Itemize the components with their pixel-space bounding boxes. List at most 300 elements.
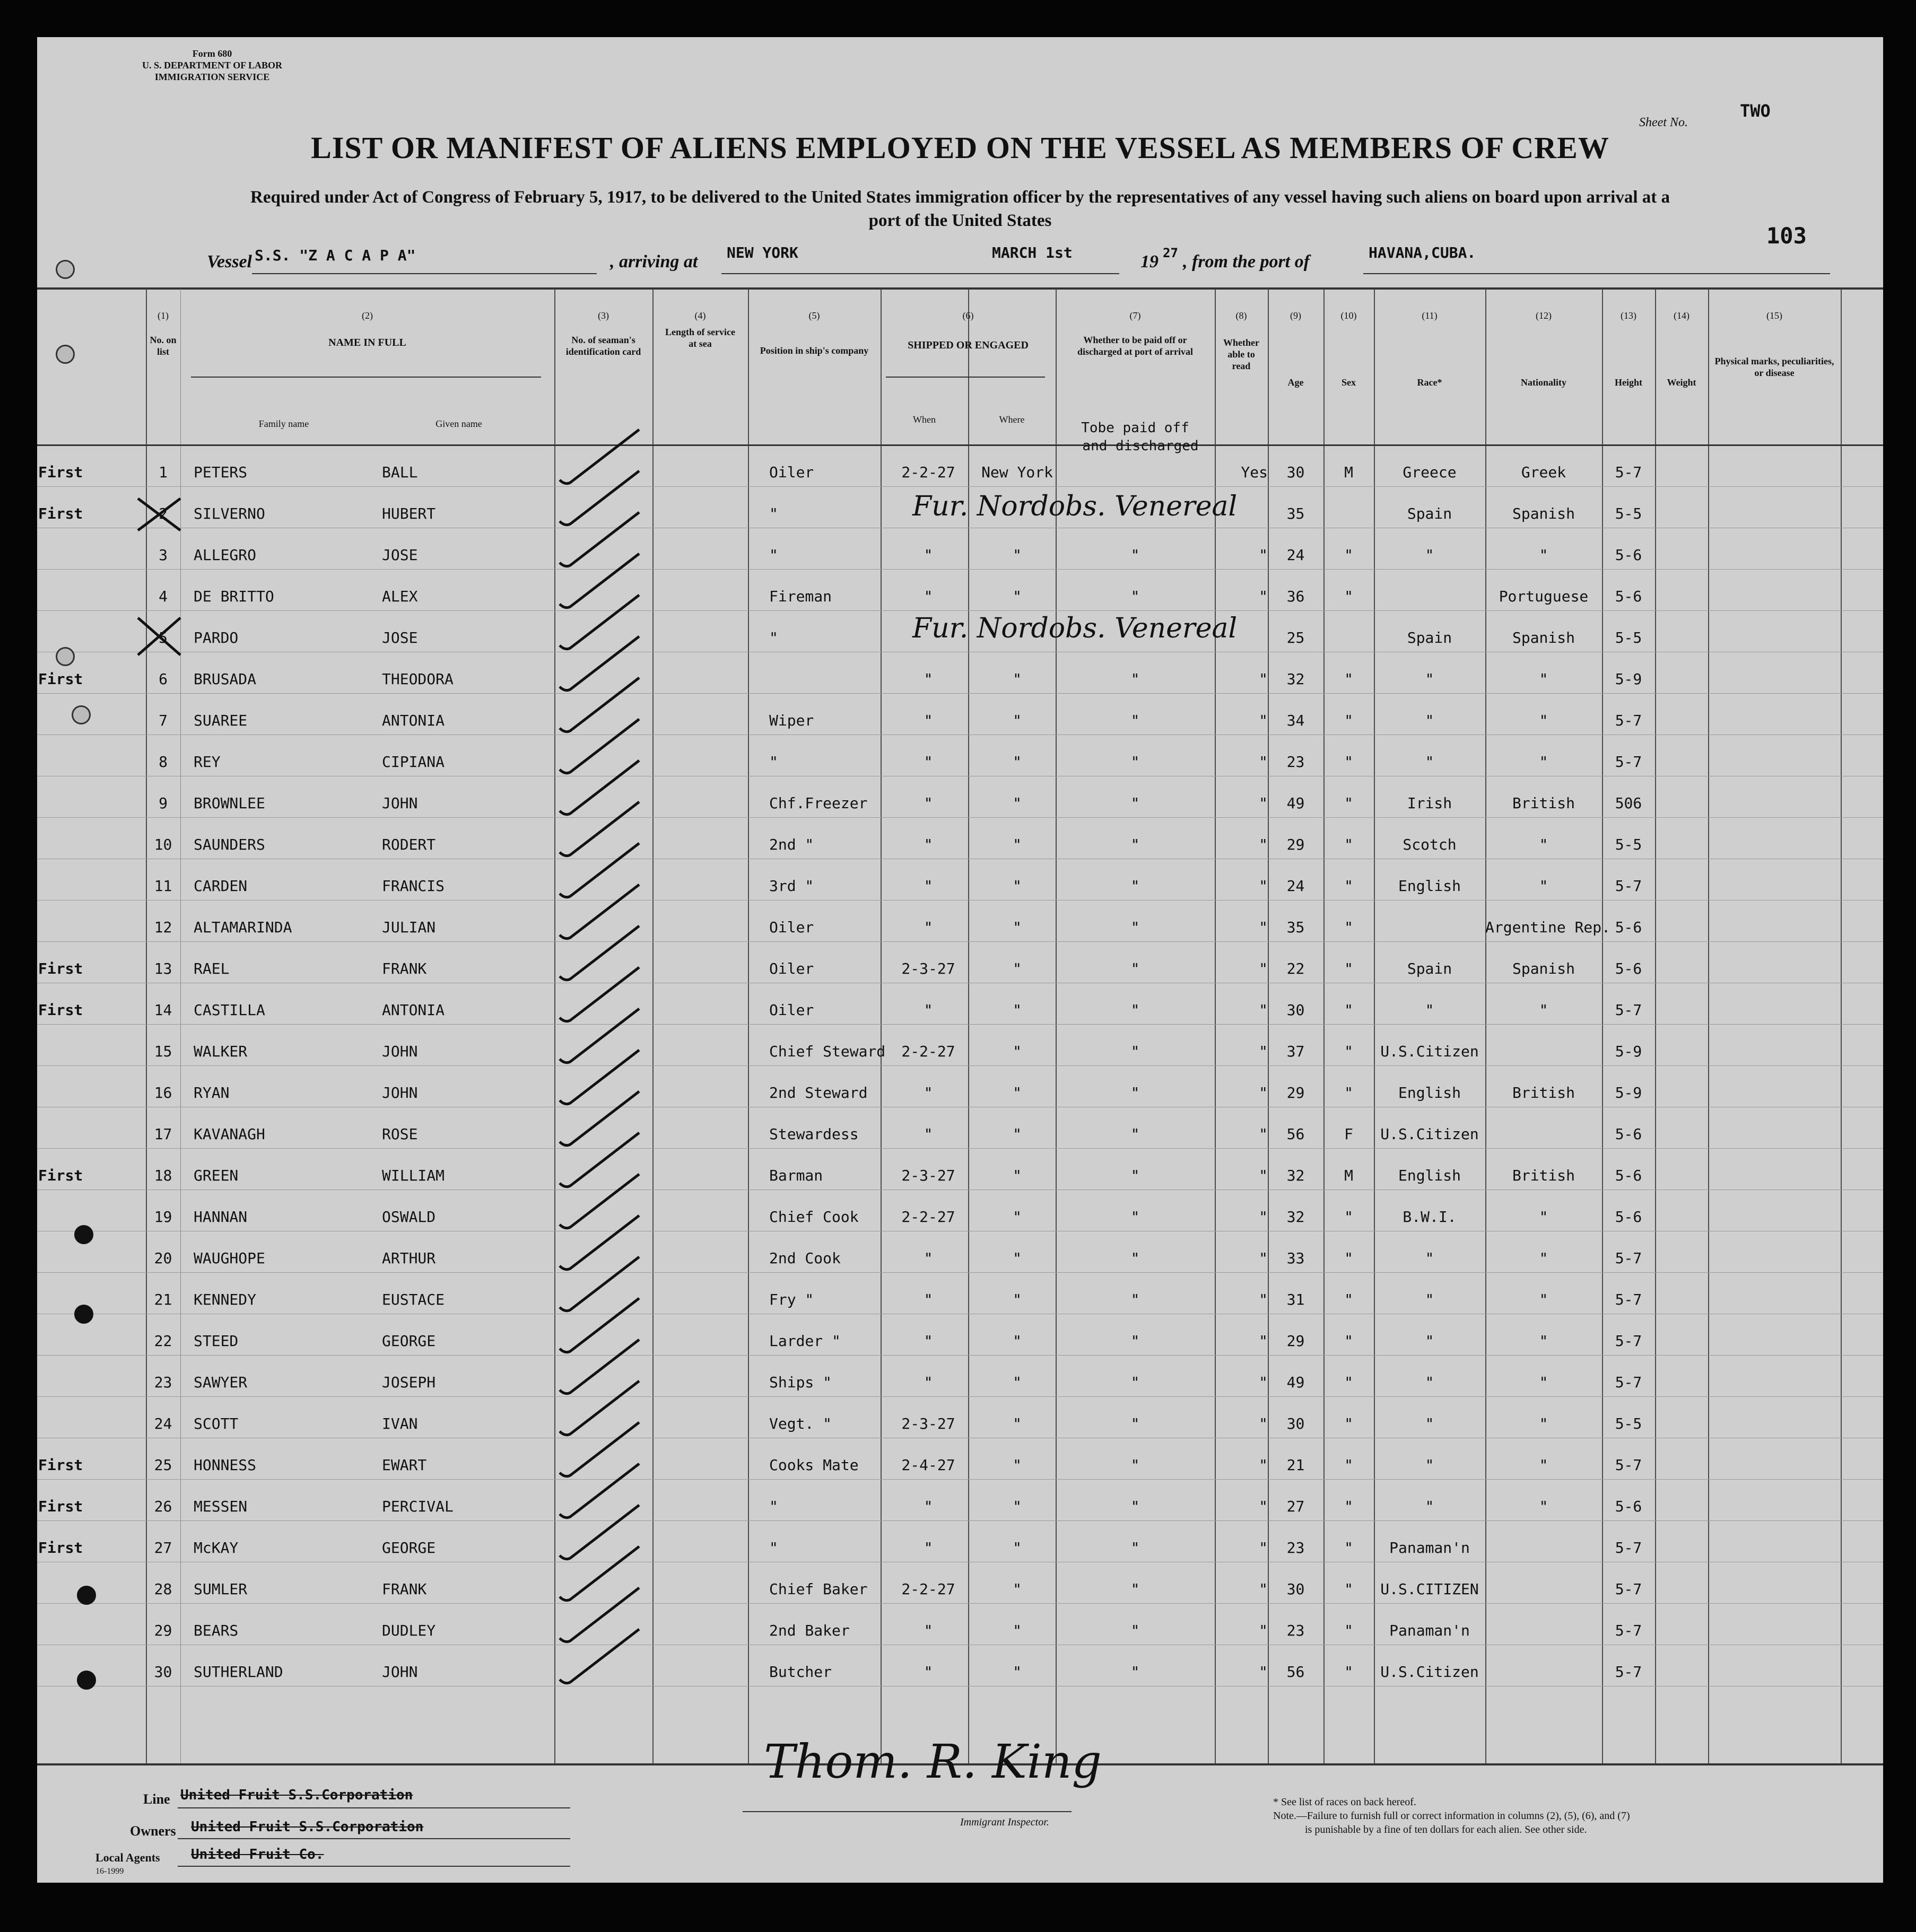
cell-no: 23 xyxy=(154,1374,172,1391)
cell-height: 5-6 xyxy=(1615,1208,1642,1226)
cell-nationality: Argentine Rep. xyxy=(1485,919,1611,936)
cell-height: 5-6 xyxy=(1615,546,1642,564)
cell-position: Larder " xyxy=(769,1332,841,1350)
cell-paid-off: " xyxy=(1130,1498,1140,1515)
cell-paid-off: " xyxy=(1130,1415,1140,1432)
cell-age: 35 xyxy=(1286,919,1305,936)
cell-height: 5-7 xyxy=(1615,1622,1642,1639)
cell-no: 6 xyxy=(159,670,168,688)
cell-sex: " xyxy=(1344,919,1353,936)
table-row xyxy=(37,1066,1883,1107)
table-row xyxy=(37,1149,1883,1190)
cell-where: " xyxy=(1013,712,1022,729)
agents-underline xyxy=(178,1866,570,1867)
cell-given-name: ANTONIA xyxy=(382,1001,445,1019)
cell-race: " xyxy=(1425,753,1434,771)
cell-age: 29 xyxy=(1286,1084,1305,1101)
cell-sex: " xyxy=(1344,588,1353,605)
cell-race: " xyxy=(1425,1291,1434,1308)
cell-family-name: SAWYER xyxy=(194,1374,248,1391)
cell-position: 2nd Baker xyxy=(769,1622,850,1639)
agents-value: United Fruit Co. xyxy=(191,1847,324,1863)
cell-no: 21 xyxy=(154,1291,172,1308)
col-header-race: Race* xyxy=(1417,377,1442,388)
cell-race: English xyxy=(1398,1167,1461,1184)
table-row xyxy=(37,1273,1883,1314)
cell-where: " xyxy=(1013,670,1022,688)
cell-given-name: FRANK xyxy=(382,1580,427,1598)
cell-age: 21 xyxy=(1286,1456,1305,1474)
cell-position: " xyxy=(769,1498,778,1515)
cell-read: " xyxy=(1259,1001,1268,1019)
cell-position: Oiler xyxy=(769,1001,814,1019)
cell-where: New York xyxy=(981,464,1053,481)
cell-family-name: ALLEGRO xyxy=(194,546,257,564)
cell-read: Yes xyxy=(1241,464,1268,481)
cell-no: 9 xyxy=(159,794,168,812)
col-header-read: Whether able to read xyxy=(1223,337,1259,371)
cell-race: U.S.Citizen xyxy=(1380,1043,1479,1060)
cell-height: 5-5 xyxy=(1615,505,1642,522)
cell-sex: M xyxy=(1344,464,1353,481)
cell-when: " xyxy=(924,877,933,895)
cell-height: 5-6 xyxy=(1615,960,1642,977)
form-number: Form 680 xyxy=(192,48,232,59)
cell-sex: " xyxy=(1344,753,1353,771)
cell-given-name: ALEX xyxy=(382,588,418,605)
cell-age: 31 xyxy=(1286,1291,1305,1308)
note-races: * See list of races on back hereof. xyxy=(1273,1796,1416,1808)
cell-height: 5-5 xyxy=(1615,1415,1642,1432)
cell-race: " xyxy=(1425,1249,1434,1267)
table-row xyxy=(37,1356,1883,1397)
cell-paid-off: " xyxy=(1130,670,1140,688)
col-num-1: (1) xyxy=(158,310,169,321)
annotation-row-5: Fur. Nordobs. Venereal xyxy=(912,613,1238,644)
col-num-9: (9) xyxy=(1290,310,1301,321)
cell-age: 49 xyxy=(1286,794,1305,812)
cell-height: 5-9 xyxy=(1615,1043,1642,1060)
cell-no: 4 xyxy=(159,588,168,605)
cell-given-name: OSWALD xyxy=(382,1208,436,1226)
cell-read: " xyxy=(1259,1125,1268,1143)
cell-given-name: GEORGE xyxy=(382,1539,436,1557)
cell-given-name: ARTHUR xyxy=(382,1249,436,1267)
cell-paid-off: " xyxy=(1130,1332,1140,1350)
cell-paid-off: " xyxy=(1130,1043,1140,1060)
cell-position: " xyxy=(769,1539,778,1557)
cell-position: Fireman xyxy=(769,588,832,605)
col-num-11: (11) xyxy=(1422,310,1438,321)
cell-sex: " xyxy=(1344,1291,1353,1308)
cell-race: " xyxy=(1425,1498,1434,1515)
cell-paid-off: " xyxy=(1130,877,1140,895)
col-header-no: No. on list xyxy=(150,335,177,357)
cell-nationality: " xyxy=(1539,1291,1548,1308)
cell-family-name: PETERS xyxy=(194,464,248,481)
cell-nationality: " xyxy=(1539,1332,1548,1350)
table-row xyxy=(37,735,1883,776)
first-mark: First xyxy=(38,1539,83,1557)
cell-where: " xyxy=(1013,1663,1022,1681)
col-num-15: (15) xyxy=(1766,310,1782,321)
cell-given-name: JOSEPH xyxy=(382,1374,436,1391)
form-id-block xyxy=(133,48,292,83)
first-mark: First xyxy=(38,505,83,522)
annotation-row-2: Fur. Nordobs. Venereal xyxy=(912,491,1238,522)
cell-family-name: BROWNLEE xyxy=(194,794,265,812)
cell-sex: " xyxy=(1344,1580,1353,1598)
first-mark: First xyxy=(38,1456,83,1474)
cell-when: " xyxy=(924,1291,933,1308)
cell-read: " xyxy=(1259,753,1268,771)
cell-paid-off: " xyxy=(1130,712,1140,729)
cell-race: U.S.Citizen xyxy=(1380,1125,1479,1143)
cell-height: 506 xyxy=(1615,794,1642,812)
col-num-3: (3) xyxy=(598,310,609,321)
cell-given-name: FRANK xyxy=(382,960,427,977)
cell-age: 34 xyxy=(1286,712,1305,729)
line-label: Line xyxy=(143,1791,170,1807)
cell-given-name: JOSE xyxy=(382,546,418,564)
cell-given-name: BALL xyxy=(382,464,418,481)
from-label: , from the port of xyxy=(1183,252,1310,272)
cell-position: Chief Steward xyxy=(769,1043,886,1060)
cell-paid-off: " xyxy=(1130,836,1140,853)
cell-paid-off: " xyxy=(1130,1456,1140,1474)
cell-position: Butcher xyxy=(769,1663,832,1681)
cell-age: 25 xyxy=(1286,629,1305,646)
cell-when: " xyxy=(924,1249,933,1267)
cell-position: 2nd Cook xyxy=(769,1249,841,1267)
cell-where: " xyxy=(1013,1167,1022,1184)
first-mark: First xyxy=(38,1498,83,1515)
col-header-where: Where xyxy=(999,414,1025,425)
col-header-physical: Physical marks, peculiarities, or disease xyxy=(1714,356,1834,378)
cell-paid-off: " xyxy=(1130,1208,1140,1226)
table-row xyxy=(37,1025,1883,1066)
cell-no: 10 xyxy=(154,836,172,853)
cell-no: 20 xyxy=(154,1249,172,1267)
cell-paid-off: " xyxy=(1130,1663,1140,1681)
cell-family-name: KAVANAGH xyxy=(194,1125,265,1143)
cell-nationality: " xyxy=(1539,1415,1548,1432)
from-port: HAVANA,CUBA. xyxy=(1369,244,1476,261)
cell-family-name: CASTILLA xyxy=(194,1001,265,1019)
cell-position: Oiler xyxy=(769,960,814,977)
cell-when: 2-4-27 xyxy=(901,1456,955,1474)
page-number: 103 xyxy=(1766,223,1807,249)
cell-age: 32 xyxy=(1286,1208,1305,1226)
cell-age: 24 xyxy=(1286,546,1305,564)
name-subrule xyxy=(191,377,541,378)
cell-family-name: REY xyxy=(194,753,221,771)
table-row xyxy=(37,1604,1883,1645)
cell-sex: " xyxy=(1344,1249,1353,1267)
cell-paid-off: " xyxy=(1130,546,1140,564)
cell-race: Panaman'n xyxy=(1389,1622,1470,1639)
table-row xyxy=(37,528,1883,570)
cell-where: " xyxy=(1013,960,1022,977)
cell-read: " xyxy=(1259,960,1268,977)
col-num-13: (13) xyxy=(1621,310,1636,321)
cell-read: " xyxy=(1259,919,1268,936)
punch-hole xyxy=(74,1305,93,1324)
cell-age: 29 xyxy=(1286,1332,1305,1350)
cell-paid-off: " xyxy=(1130,1125,1140,1143)
punch-hole xyxy=(77,1671,96,1690)
cell-position: Oiler xyxy=(769,464,814,481)
cell-family-name: SCOTT xyxy=(194,1415,239,1432)
cell-given-name: JOHN xyxy=(382,794,418,812)
cell-sex: " xyxy=(1344,1001,1353,1019)
cell-where: " xyxy=(1013,1456,1022,1474)
col-header-given: Given name xyxy=(436,418,482,429)
cell-given-name: JULIAN xyxy=(382,919,436,936)
cell-no: 7 xyxy=(159,712,168,729)
cell-paid-off-line-2: and discharged xyxy=(1082,438,1199,454)
punch-hole xyxy=(72,705,91,724)
print-code: 16-1999 xyxy=(95,1867,124,1876)
cell-no: 5 xyxy=(159,629,168,646)
cell-given-name: HUBERT xyxy=(382,505,436,522)
cell-no: 22 xyxy=(154,1332,172,1350)
cell-sex: " xyxy=(1344,1374,1353,1391)
col-header-weight: Weight xyxy=(1667,377,1696,388)
cell-where: " xyxy=(1013,877,1022,895)
cell-family-name: KENNEDY xyxy=(194,1291,257,1308)
cell-position: 2nd " xyxy=(769,836,814,853)
cell-paid-off: " xyxy=(1130,1374,1140,1391)
cell-where: " xyxy=(1013,1084,1022,1101)
cell-paid-off: " xyxy=(1130,794,1140,812)
cell-height: 5-7 xyxy=(1615,1374,1642,1391)
cell-no: 29 xyxy=(154,1622,172,1639)
cell-sex: " xyxy=(1344,877,1353,895)
cell-position: " xyxy=(769,629,778,646)
subtitle-line-1: Required under Act of Congress of February 5, 1917, to be delivered to the United States immigration officer by the representatives of any vessel having such aliens on board upon arrival at a xyxy=(250,188,1670,207)
cell-family-name: HANNAN xyxy=(194,1208,248,1226)
cell-age: 37 xyxy=(1286,1043,1305,1060)
cell-height: 5-7 xyxy=(1615,1456,1642,1474)
col-header-position: Position in ship's company xyxy=(760,345,869,356)
cell-age: 30 xyxy=(1286,464,1305,481)
table-row xyxy=(37,1107,1883,1149)
table-row xyxy=(37,1231,1883,1273)
cell-height: 5-7 xyxy=(1615,1663,1642,1681)
cell-position: " xyxy=(769,753,778,771)
signature-underline xyxy=(743,1811,1072,1812)
vessel-underline xyxy=(252,273,597,274)
cell-no: 2 xyxy=(159,505,168,522)
cell-when: " xyxy=(924,1663,933,1681)
vessel-value: S.S. "Z A C A P A" xyxy=(255,247,416,264)
cell-nationality: " xyxy=(1539,836,1548,853)
cell-family-name: SILVERNO xyxy=(194,505,265,522)
cell-given-name: RODERT xyxy=(382,836,436,853)
col-num-4: (4) xyxy=(694,310,706,321)
cell-read: " xyxy=(1259,1291,1268,1308)
punch-hole xyxy=(77,1586,96,1605)
owners-label: Owners xyxy=(130,1823,176,1839)
cell-race: Panaman'n xyxy=(1389,1539,1470,1557)
cell-no: 8 xyxy=(159,753,168,771)
cell-age: 30 xyxy=(1286,1580,1305,1598)
manifest-sheet xyxy=(37,37,1883,1883)
cell-read: " xyxy=(1259,712,1268,729)
note-penalty-2: is punishable by a fine of ten dollars for each alien. See other side. xyxy=(1305,1824,1587,1835)
cell-where: " xyxy=(1013,546,1022,564)
arriving-value: NEW YORK xyxy=(727,244,798,261)
cell-nationality: " xyxy=(1539,1498,1548,1515)
col-header-when: When xyxy=(913,414,936,425)
cell-when: " xyxy=(924,753,933,771)
table-row xyxy=(37,1562,1883,1604)
cell-where: " xyxy=(1013,1125,1022,1143)
col-header-age: Age xyxy=(1287,377,1304,388)
cell-given-name: DUDLEY xyxy=(382,1622,436,1639)
punch-hole xyxy=(56,260,75,279)
cell-read: " xyxy=(1259,546,1268,564)
cell-when: " xyxy=(924,1001,933,1019)
cell-race: " xyxy=(1425,1415,1434,1432)
cell-age: 27 xyxy=(1286,1498,1305,1515)
cell-where: " xyxy=(1013,1291,1022,1308)
col-num-7: (7) xyxy=(1129,310,1141,321)
cell-height: 5-6 xyxy=(1615,919,1642,936)
punch-hole xyxy=(56,345,75,364)
cell-nationality: British xyxy=(1512,794,1575,812)
cell-height: 5-7 xyxy=(1615,1539,1642,1557)
cell-sex: " xyxy=(1344,960,1353,977)
cell-family-name: WAUGHOPE xyxy=(194,1249,265,1267)
cell-nationality: " xyxy=(1539,1456,1548,1474)
cell-height: 5-9 xyxy=(1615,1084,1642,1101)
cell-read: " xyxy=(1259,1208,1268,1226)
first-mark: First xyxy=(38,1001,83,1019)
cell-read: " xyxy=(1259,1249,1268,1267)
cell-race: " xyxy=(1425,546,1434,564)
cell-no: 1 xyxy=(159,464,168,481)
cell-family-name: PARDO xyxy=(194,629,239,646)
cell-position: Stewardess xyxy=(769,1125,859,1143)
cell-paid-off: " xyxy=(1130,1622,1140,1639)
cell-position: " xyxy=(769,546,778,564)
cell-paid-off: " xyxy=(1130,1580,1140,1598)
table-row xyxy=(37,983,1883,1025)
cell-given-name: THEODORA xyxy=(382,670,454,688)
cell-where: " xyxy=(1013,1580,1022,1598)
page-title: LIST OR MANIFEST OF ALIENS EMPLOYED ON THE VESSEL AS MEMBERS OF CREW xyxy=(311,130,1609,165)
cell-height: 5-7 xyxy=(1615,1001,1642,1019)
cell-nationality: " xyxy=(1539,753,1548,771)
cell-family-name: DE BRITTO xyxy=(194,588,274,605)
cell-nationality: " xyxy=(1539,712,1548,729)
cell-height: 5-6 xyxy=(1615,1498,1642,1515)
table-row xyxy=(37,1397,1883,1438)
cell-position: Chf.Freezer xyxy=(769,794,868,812)
cell-where: " xyxy=(1013,1043,1022,1060)
agents-label: Local Agents xyxy=(95,1851,160,1864)
cell-no: 13 xyxy=(154,960,172,977)
cell-height: 5-5 xyxy=(1615,629,1642,646)
cell-read: " xyxy=(1259,1374,1268,1391)
table-row xyxy=(37,1190,1883,1231)
cell-nationality: Spanish xyxy=(1512,629,1575,646)
footer-note xyxy=(1273,1795,1867,1837)
cell-no: 27 xyxy=(154,1539,172,1557)
cell-position: " xyxy=(769,505,778,522)
cell-where: " xyxy=(1013,1622,1022,1639)
cell-race: U.S.Citizen xyxy=(1380,1663,1479,1681)
cell-given-name: EUSTACE xyxy=(382,1291,445,1308)
cell-age: 22 xyxy=(1286,960,1305,977)
cell-paid-off: " xyxy=(1130,1001,1140,1019)
cell-height: 5-7 xyxy=(1615,1332,1642,1350)
cell-when: " xyxy=(924,1084,933,1101)
cell-read: " xyxy=(1259,1539,1268,1557)
cell-position: Wiper xyxy=(769,712,814,729)
cell-sex: " xyxy=(1344,1539,1353,1557)
cell-nationality: Spanish xyxy=(1512,960,1575,977)
cell-read: " xyxy=(1259,1332,1268,1350)
cross-mark-row-5 xyxy=(133,613,186,660)
table-row xyxy=(37,652,1883,694)
cell-nationality: " xyxy=(1539,670,1548,688)
cell-sex: " xyxy=(1344,1622,1353,1639)
cell-family-name: SUAREE xyxy=(194,712,248,729)
cell-when: 2-3-27 xyxy=(901,1415,955,1432)
cell-race: " xyxy=(1425,1456,1434,1474)
col-header-name: NAME IN FULL xyxy=(328,337,406,348)
cell-no: 30 xyxy=(154,1663,172,1681)
cell-read: " xyxy=(1259,1167,1268,1184)
cell-family-name: HONNESS xyxy=(194,1456,257,1474)
cell-age: 24 xyxy=(1286,877,1305,895)
cell-age: 32 xyxy=(1286,670,1305,688)
cell-family-name: SUMLER xyxy=(194,1580,248,1598)
col-header-sex: Sex xyxy=(1342,377,1356,388)
cell-sex: " xyxy=(1344,1084,1353,1101)
cell-race: U.S.CITIZEN xyxy=(1380,1580,1479,1598)
shipped-subrule xyxy=(886,377,1045,378)
cell-nationality: Spanish xyxy=(1512,505,1575,522)
cell-given-name: ANTONIA xyxy=(382,712,445,729)
form-service: IMMIGRATION SERVICE xyxy=(154,72,270,82)
cell-given-name: JOHN xyxy=(382,1663,418,1681)
cell-family-name: SAUNDERS xyxy=(194,836,265,853)
cell-where: " xyxy=(1013,1332,1022,1350)
cell-nationality: British xyxy=(1512,1167,1575,1184)
cell-family-name: WALKER xyxy=(194,1043,248,1060)
first-mark: First xyxy=(38,670,83,688)
cell-race: " xyxy=(1425,1332,1434,1350)
cell-age: 30 xyxy=(1286,1415,1305,1432)
cell-paid-off: " xyxy=(1130,960,1140,977)
cell-given-name: CIPIANA xyxy=(382,753,445,771)
year-prefix: 19 xyxy=(1140,252,1159,272)
cell-no: 15 xyxy=(154,1043,172,1060)
cell-when: 2-3-27 xyxy=(901,960,955,977)
cell-nationality: Portuguese xyxy=(1499,588,1589,605)
sheet-label: Sheet No. xyxy=(1639,116,1688,129)
cell-read: " xyxy=(1259,670,1268,688)
cell-paid-off: " xyxy=(1130,919,1140,936)
cell-given-name: FRANCIS xyxy=(382,877,445,895)
cell-sex: " xyxy=(1344,1415,1353,1432)
cell-height: 5-7 xyxy=(1615,1291,1642,1308)
cell-read: " xyxy=(1259,588,1268,605)
